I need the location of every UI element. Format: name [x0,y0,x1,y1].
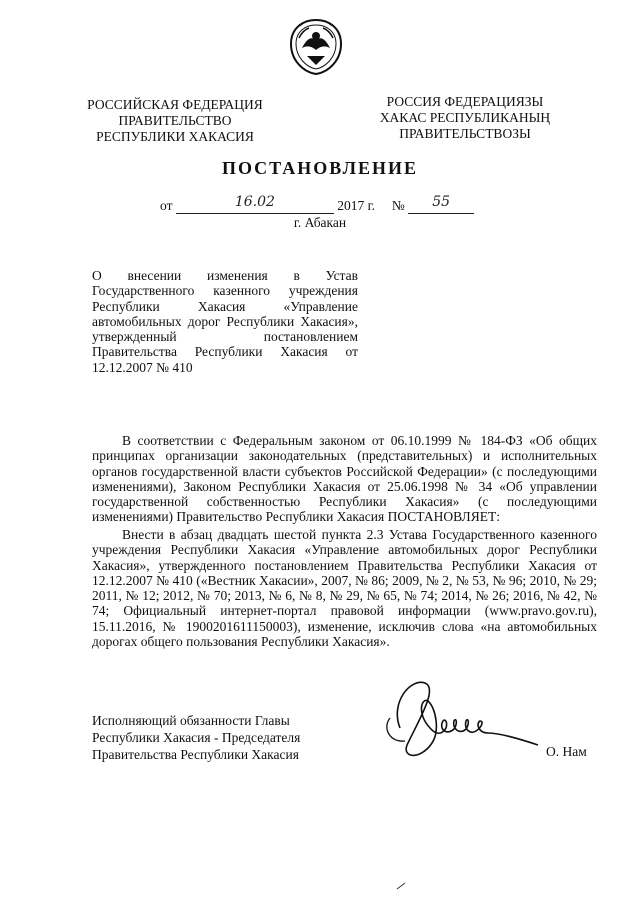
header-right-block [370,94,560,142]
date-prefix: от [160,198,173,213]
signatory-title [92,712,352,763]
coat-of-arms-emblem [289,18,343,76]
number-field [408,194,474,214]
document-title: ПОСТАНОВЛЕНИЕ [221,158,419,178]
header-right-line: ХАКАС РЕСПУБЛИКАНЫҢ [379,110,551,125]
body-paragraph-1: В соответствии с Федеральным законом от 06.10.1999 № 184-ФЗ «Об общих принципах организации законодательных (представительных) и исполнительных органов государственной власти субъектов Российской Федерации» (с последующими изменениями), Законом Республики Хакасия от 25.06.1998 № 34 «Об управлении государственной собственностью Республики Хакасия» (с последующими изменениями) Правительство Республики Хакасия ПОСТАНОВЛЯЕТ: [92,433,597,525]
city-line: г. Абакан [293,215,347,230]
signatory-title-line: Исполняющий обязанности Главы [92,713,290,728]
handwritten-date: 16.02 [234,194,275,210]
stray-mark [395,881,407,891]
body-paragraph-2: Внести в абзац двадцать шестой пункта 2.3 Устава Государственного казенного учреждения Республики Хакасия «Управление автомобильных дорог Республики Хакасия», утвержденного постановлением Правительства Республики Хакасия от 12.12.2007 № 410 («Вестник Хакасии», 2007, № 86; 2009, № 2, № 53, № 96; 2010, № 29; 2011, № 12; 2012, № 70; 2013, № 6, № 8, № 29, № 65, № 74; 2014, № 26; 2016, № 42, № 74; Официальный интернет-портал правовой информации (www.pravo.gov.ru), 15.11.2016, № 1900201611150003), изменение, исключив слова «на автомобильных дорогах общего пользования Республики Хакасия». [92,527,597,650]
header-right-line: РОССИЯ ФЕДЕРАЦИЯЗЫ [386,94,544,109]
number-prefix: № [391,198,405,213]
header-right-line: ПРАВИТЕЛЬСТВОЗЫ [399,126,531,141]
signatory-title-line: Республики Хакасия - Председателя [92,730,301,745]
year-text: 2017 г. [337,198,375,213]
header-left-block [80,97,270,145]
subject-paragraph: О внесении изменения в Устав Государственного казенного учреждения Республики Хакасия «Управление автомобильных дорог Республики Хакасия», утвержденный постановлением Правительства Республики Хакасия от 12.12.2007 № 410 [92,268,358,375]
header-left-line: ПРАВИТЕЛЬСТВО [118,113,232,128]
signer-name: О. Нам [546,744,587,759]
header-left-line: РЕСПУБЛИКИ ХАКАСИЯ [96,129,254,144]
date-number-line [160,194,474,214]
header-left-line: РОССИЙСКАЯ ФЕДЕРАЦИЯ [87,97,263,112]
date-field [176,194,334,214]
handwritten-number: 55 [432,194,451,210]
signatory-title-line: Правительства Республики Хакасия [92,747,299,762]
handwritten-signature [370,673,560,773]
